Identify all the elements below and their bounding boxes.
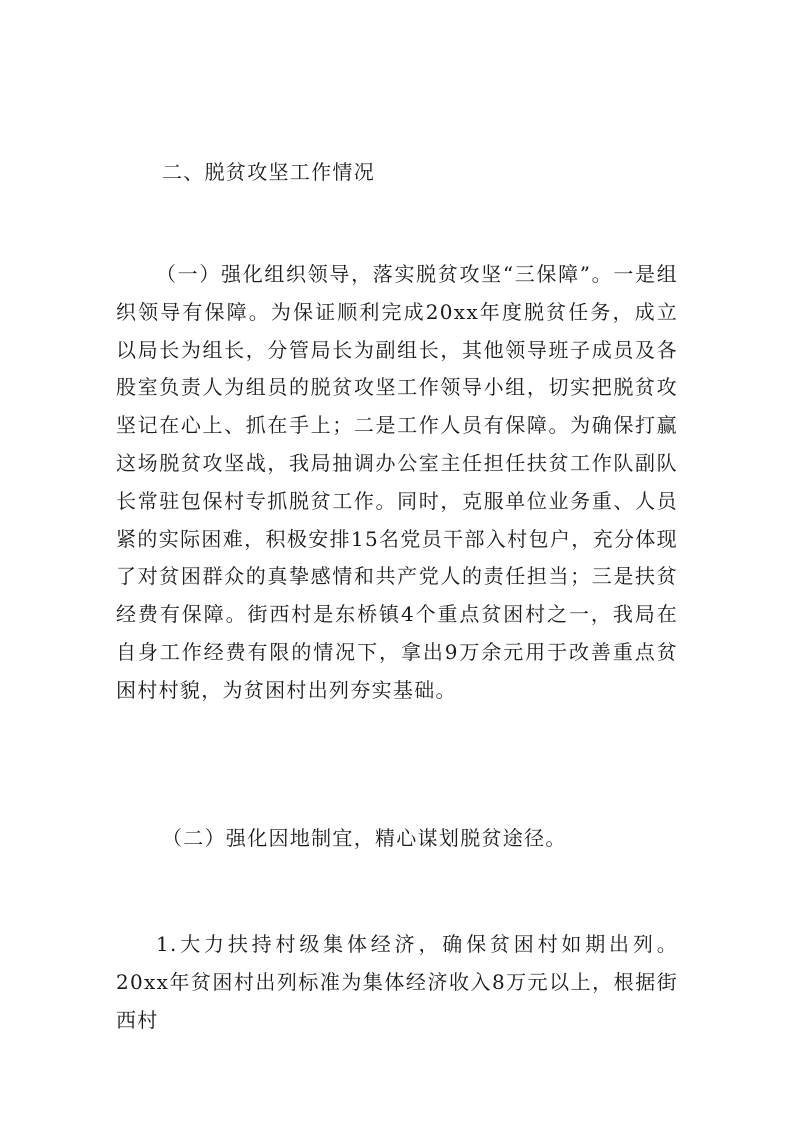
section-title: 二、脱贫攻坚工作情况 [162, 160, 375, 184]
subsection-title: （二）强化因地制宜，精心谋划脱贫途径。 [162, 826, 567, 850]
paragraph-organization-leadership: （一）强化组织领导，落实脱贫攻坚“三保障”。一是组织领导有保障。为保证顺利完成20xx年度脱贫任务，成立以局长为组长，分管局长为副组长，其他领导班子成员及各股室负责人为组员的脱贫攻坚工作领导小组，切实把脱贫攻坚记在心上、抓在手上；二是工作人员有保障。为确保打赢这场脱贫攻坚战，我局抽调办公室主任担任扶贫工作队副队长常驻包保村专抓脱贫工作。同时，克服单位业务重、人员紧的实际困难，积极安排15名党员干部入村包户，充分体现了对贫困群众的真挚感情和共产党人的责任担当；三是扶贫经费有保障。街西村是东桥镇4个重点贫困村之一，我局在自身工作经费有限的情况下，拿出9万余元用于改善重点贫困村村貌，为贫困村出列夯实基础。 [116, 262, 678, 702]
paragraph-collective-economy: 1.大力扶持村级集体经济，确保贫困村如期出列。20xx年贫困村出列标准为集体经济收入8万元以上，根据街西村 [116, 932, 678, 1032]
